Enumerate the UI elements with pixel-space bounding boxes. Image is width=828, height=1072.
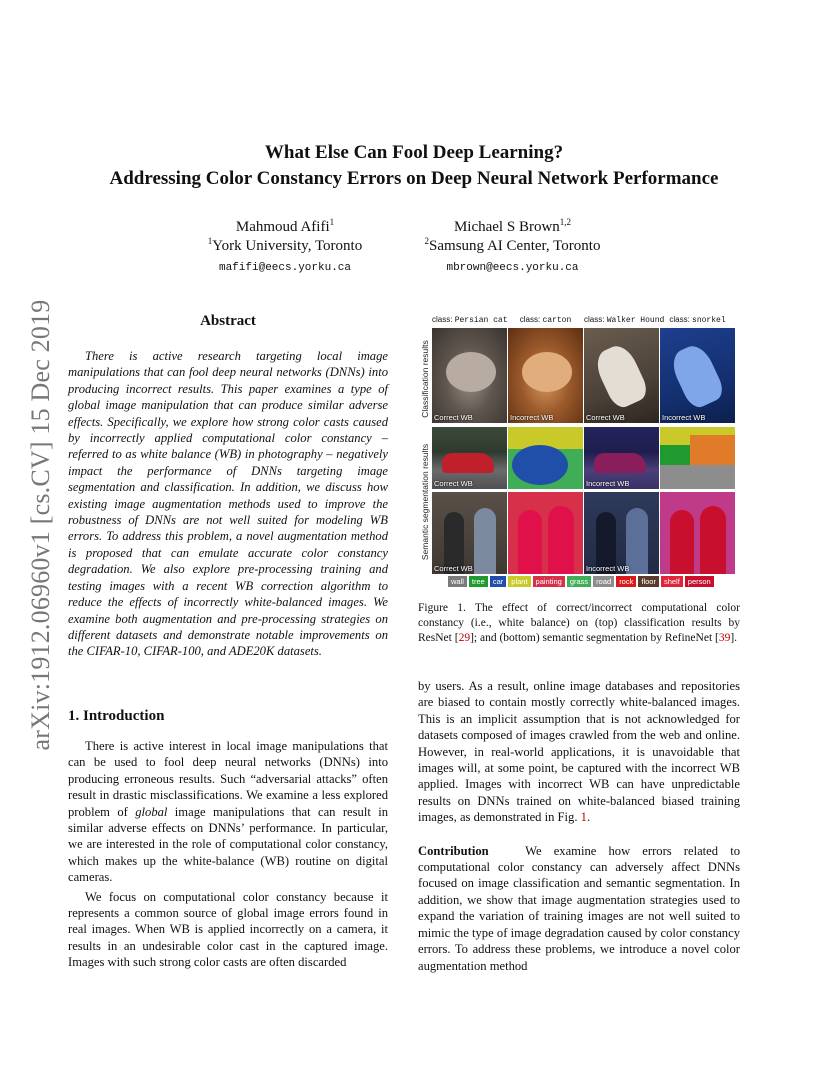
segment-person (670, 510, 694, 574)
abstract-text: There is active research targeting local image manipulations that can fool deep neural networks (DNNs) into producing incorrect results. This paper examines a type of global image manipulation that can produce similar adverse effects. Specifically, we explore how strong color casts caused by incorrectly applied computational color constancy – referred to as white balance (WB) in photography – negatively impact the performance of DNNs targeting image segmentation and classification. In addition, we discuss how existing image augmentation methods used to improve the robustness of DNNs are not well suited for modeling WB errors. To address this problem, a novel augmentation method is proposed that can emulate accurate color constancy degradation. We also explore pre-processing training and testing images with a recent WB correction algorithm to reduce the effects of incorrectly white-balanced images. We examine both augmentation and pre-processing strategies on different datasets and demonstrate notable improvements on the CIFAR-10, CIFAR-100, and ADE20K datasets. (68, 349, 388, 659)
legend-person: person (685, 576, 714, 587)
legend-car: car (490, 576, 506, 587)
class-label: class: Persian cat (432, 315, 508, 325)
image-dog-correct-wb (584, 328, 659, 423)
legend-painting: painting (533, 576, 565, 587)
wb-label: Correct WB (434, 479, 473, 488)
arxiv-identifier (21, 285, 61, 765)
intro-paragraph-1: There is active interest in local image manipulations that can be used to fool deep neural networks (DNNs) into producing erroneous results. Such “adversarial attacks” often result in drastic misclassifications. We examine a less explored problem of global image manipulations that can result in similar adverse effects on DNNs’ performance. In particular, we are interested in the role of computational color constancy, which makes up the white-balance (WB) routine on digital cameras. (68, 739, 388, 885)
wb-label: Incorrect WB (510, 413, 554, 422)
row-label-segmentation: Semantic segmentation results (420, 443, 430, 561)
author-affiliation: $^2$Samsung AI Center, Toronto (424, 236, 601, 254)
segment-car (512, 445, 568, 485)
title-line-2: Addressing Color Constancy Errors on Deep Neural Network Performance (109, 168, 719, 189)
image-people-correct-wb (432, 492, 507, 574)
dog-shape (591, 341, 651, 411)
author-name: Michael S Brown$^{1,2}$ (453, 217, 572, 235)
wb-label: Incorrect WB (586, 564, 630, 573)
image-people-incorrect-wb (584, 492, 659, 574)
segment-person (548, 506, 574, 574)
wb-label: Correct WB (586, 413, 625, 422)
intro-paragraph-2: We focus on computational color constancy because it represents a common source of global image errors found in real images. When WB is applied incorrectly on a camera, it results in an undesirable color cast in the captured image. Images with such strong color casts are often discarded (68, 889, 388, 970)
figure-1 (418, 312, 740, 588)
arxiv-identifier-text: arXiv:1912.06960v1 [cs.CV] 15 Dec 2019 (26, 299, 55, 751)
wb-label: Correct WB (434, 564, 473, 573)
dog-shape (667, 341, 727, 411)
segment-person (518, 510, 542, 574)
wb-label: Incorrect WB (586, 479, 630, 488)
paper-title (60, 140, 768, 192)
person-shape (474, 508, 496, 574)
segmentation-people-incorrect (660, 492, 735, 574)
title-line-1: What Else Can Fool Deep Learning? (264, 142, 564, 163)
legend-shelf: shelf (661, 576, 683, 587)
right-paragraph-1: by users. As a result, online image databases and repositories are biased to contain mostly correctly white-balanced images. This is an implicit assumption that is not acknowledged for datasets composed of images crawled from the web and online. However, in real-world applications, it is unavoidable that images will, at some point, be captured with the incorrect WB applied. Images with incorrect WB can have unpredictable results on DNNs trained on white-balanced biased training images, as demonstrated in Fig. 1. (418, 679, 740, 825)
author-email[interactable]: mafifi@eecs.yorku.ca (218, 262, 352, 274)
citation-link[interactable]: 29 (458, 632, 471, 644)
legend-tree: tree (469, 576, 488, 587)
class-label: class: carton (519, 315, 572, 325)
class-label: class: snorkel (669, 315, 726, 325)
image-cat-correct-wb (432, 328, 507, 423)
author-affiliation: $^1$York University, Toronto (207, 236, 363, 254)
segmentation-car-incorrect (660, 427, 735, 489)
right-column-body (418, 678, 740, 974)
image-car-incorrect-wb (584, 427, 659, 489)
citation-link[interactable]: 39 (718, 632, 731, 644)
contribution-paragraph: Contribution We examine how errors related to computational color constancy can adversely affect DNNs focused on image classification and semantic segmentation. In addition, we show that image augmentation strategies used to expand the variation of training images are not well suited to mimic the type of image degradation caused by color constancy errors. To address these problems, we introduce a novel color augmentation method (418, 843, 740, 973)
author-name: Mahmoud Afifi$^1$ (235, 217, 335, 235)
contribution-heading: Contribution (418, 843, 489, 858)
wb-label: Incorrect WB (662, 413, 706, 422)
introduction-heading: 1. Introduction (68, 708, 165, 724)
segment-road (660, 465, 735, 489)
legend-wall: wall (448, 576, 467, 587)
legend-plant: plant (508, 576, 530, 587)
image-dog-incorrect-wb (660, 328, 735, 423)
segmentation-car-correct (508, 427, 583, 489)
author-block-2 (405, 218, 620, 274)
legend-rock: rock (616, 576, 636, 587)
author-block-1 (180, 218, 390, 274)
class-label: class: Walker Hound (584, 315, 665, 325)
abstract-heading: Abstract (200, 313, 256, 329)
legend-floor: floor (638, 576, 659, 587)
car-shape (442, 453, 494, 473)
author-email[interactable]: mbrown@eecs.yorku.ca (446, 262, 579, 274)
cat-shape (446, 352, 496, 392)
legend-road: road (593, 576, 614, 587)
figure-reference-link[interactable]: 1 (580, 810, 587, 825)
image-car-correct-wb (432, 427, 507, 489)
figure-caption: Figure 1. The effect of correct/incorrect computational color constancy (i.e., white balance) on (top) classification results by ResNet [29]; and (bottom) semantic segmentation by RefineNet [39]. (418, 602, 740, 644)
segmentation-people-correct (508, 492, 583, 574)
figure-legend (448, 576, 714, 587)
legend-grass: grass (567, 576, 591, 587)
segment-other (690, 435, 735, 465)
introduction-body (68, 738, 388, 971)
image-cat-incorrect-wb (508, 328, 583, 423)
car-shape (594, 453, 646, 473)
segment-person (700, 506, 726, 574)
cat-shape (522, 352, 572, 392)
row-label-classification: Classification results (420, 340, 430, 418)
wb-label: Correct WB (434, 413, 473, 422)
